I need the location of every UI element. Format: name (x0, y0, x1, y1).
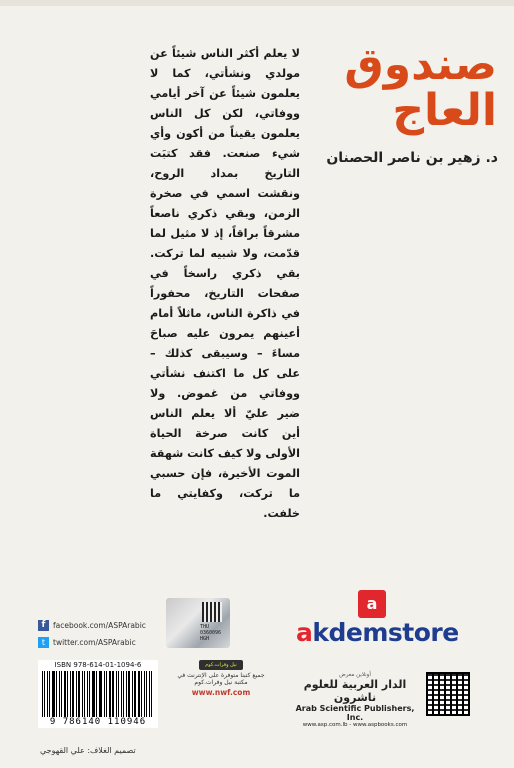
publisher-urls[interactable]: www.asp.com.lb - www.aspbooks.com (302, 722, 408, 728)
hologram-sticker (166, 598, 230, 648)
barcode-bar (132, 671, 133, 717)
barcode-bar (92, 671, 95, 717)
social-links (38, 620, 158, 654)
facebook-icon: f (38, 620, 49, 631)
barcode-bar (128, 671, 130, 717)
facebook-link[interactable] (38, 620, 158, 631)
barcode-bar (56, 671, 57, 717)
barcode-bar (99, 671, 100, 717)
facebook-url: facebook.com/ASPArabic (53, 621, 146, 630)
barcode-bar (82, 671, 83, 717)
barcode-bar (49, 671, 50, 717)
author-name: د. زهير بن ناصر الحصنان (326, 150, 498, 166)
publisher-tagline: أونلاين معرض (339, 672, 371, 678)
barcode-bar (141, 671, 142, 717)
publisher-logo (288, 672, 422, 728)
twitter-icon: t (38, 637, 49, 648)
barcode-bar (61, 671, 63, 717)
hologram-qr-icon (202, 602, 222, 622)
barcode-bar (138, 671, 140, 717)
barcode-bar (116, 671, 117, 717)
barcode-digits: 9 786140 110946 (49, 717, 147, 727)
barcode-bar (151, 671, 152, 717)
barcode-bar (52, 671, 55, 717)
barcode-bar (89, 671, 90, 717)
barcode-bar (67, 671, 68, 717)
barcode-bar (100, 671, 102, 717)
barcode-bar (78, 671, 80, 717)
isbn-barcode (38, 660, 158, 728)
barcode-bar (47, 671, 49, 717)
barcode-bar (59, 671, 60, 717)
top-edge (0, 0, 514, 6)
twitter-url: twitter.com/ASPArabic (53, 638, 136, 647)
title-line-1: صندوق (344, 39, 497, 90)
barcode-bar (123, 671, 124, 717)
nwf-promo (176, 660, 266, 697)
barcode-bar (96, 671, 97, 717)
barcode-bar (109, 671, 111, 717)
book-title (312, 39, 497, 136)
nwf-badge: نيل وفرات.كوم (199, 660, 243, 670)
barcode-bars (42, 671, 154, 717)
barcode-bar (118, 671, 119, 717)
barcode-bar (70, 671, 71, 717)
barcode-bar (76, 671, 77, 717)
akdem-wordmark: akdemstore (296, 618, 459, 647)
publisher-english-name: Arab Scientific Publishers, Inc. (295, 704, 415, 722)
publisher-arabic-name: الدار العربية للعلوم ناشرون (303, 678, 407, 704)
akdemstore-logo (296, 590, 459, 650)
nwf-url[interactable]: www.nwf.com (191, 688, 251, 697)
barcode-bar (44, 671, 45, 717)
barcode-bar (42, 671, 43, 717)
barcode-bar (112, 671, 115, 717)
akdem-cart-icon: a (358, 590, 386, 618)
blurb-paragraph: لا يعلم أكثر الناس شيئاً عن مولدي ونشأتي، كما لا يعلمون شيئاً عن آخر أيامي ووفاتي، لكن كل الناس يعلمون يقيناً من أكون وأي شيء صنعت. فقد كتبَت التاريخ بمداد الروح، ونقشت اسمي في صخرة الزمن، وبقي ذكري ناصعاً مشرقاً براقاً، إذ لا مثيل لما قدّمت، ولا شبيه لما تركت. بقي ذكري راسخاً في صفحات التاريخ، محفوراً في ذاكرة الناس، ماثلاً أمام أعينهم يمرون عليه صباحَ مساءَ – وسيبقى كذلك – على كل ما اكتنف نشأتي ووفاتي من غموض. ولا ضير عليّ ألا يعلم الناس أين كانت صرخة الحياة الأولى ولا كيف كانت شهقة الموت الأخيرة، فإن حسبي ما تركت، وكفايتي ما خلفت. (150, 47, 300, 520)
barcode-bar (104, 671, 105, 717)
barcode-bar (144, 671, 145, 717)
barcode-bar (149, 671, 151, 717)
barcode-bar (72, 671, 75, 717)
barcode-bar (87, 671, 89, 717)
barcode-bar (121, 671, 123, 717)
hologram-code: THU 0360096 HGH (200, 624, 222, 642)
blurb (150, 44, 300, 524)
barcode-bar (134, 671, 137, 717)
twitter-link[interactable] (38, 637, 158, 648)
qr-code-icon[interactable] (426, 672, 470, 716)
barcode-bar (106, 671, 107, 717)
cover-designer-credit: تصميم الغلاف: علي القهوجي (40, 746, 136, 755)
barcode-bar (146, 671, 147, 717)
isbn-number: ISBN 978-614-01-1094-6 (54, 661, 142, 669)
barcode-bar (84, 671, 85, 717)
title-line-2: العاج (392, 85, 497, 136)
barcode-bar (64, 671, 66, 717)
barcode-bar (126, 671, 127, 717)
nwf-text: جميع كتبنا متوفرة على الإنترنت في مكتبة نيل وفرات.كوم (177, 672, 265, 686)
